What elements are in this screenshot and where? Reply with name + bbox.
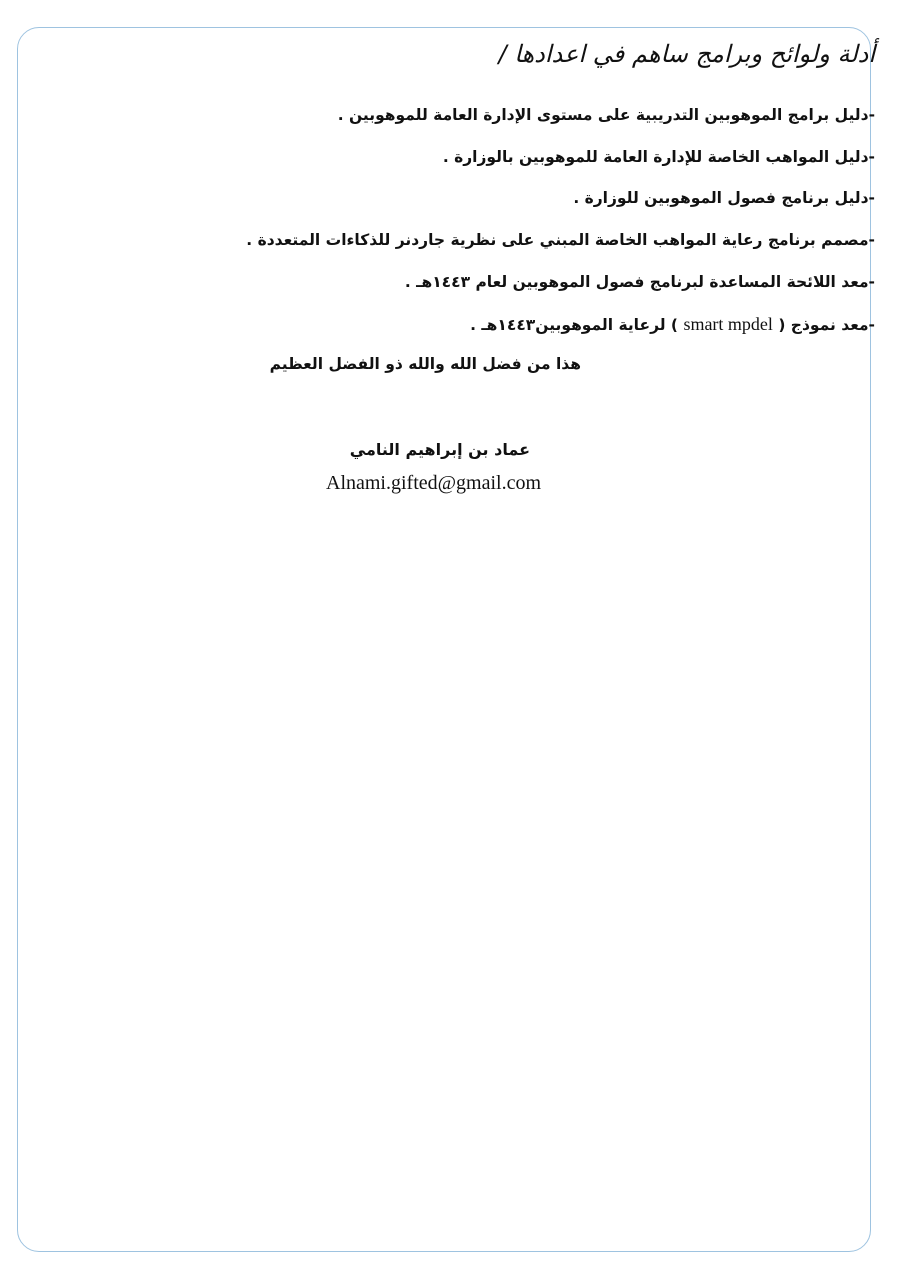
list-item: -دليل برامج الموهوبين التدريبية على مستوى الإدارة العامة للموهوبين . (337, 106, 875, 124)
list-item: -دليل برنامج فصول الموهوبين للوزارة . (573, 189, 875, 207)
section-heading: أدلة ولوائح وبرامج ساهم في اعدادها / (498, 40, 875, 68)
list-item: -دليل المواهب الخاصة للإدارة العامة للموهوبين بالوزارة . (442, 148, 875, 166)
author-email: Alnami.gifted@gmail.com (326, 472, 542, 494)
document-page (17, 27, 871, 1252)
model-item-term: smart mpdel (683, 314, 773, 334)
list-item-model (470, 314, 875, 335)
list-item: -معد اللائحة المساعدة لبرنامج فصول الموهوبين لعام ١٤٤٣هـ . (404, 273, 875, 291)
list-item: -مصمم برنامج رعاية المواهب الخاصة المبني على نظرية جاردنر للذكاءات المتعددة . (246, 231, 875, 249)
model-item-prefix: -معد نموذج ( (778, 316, 875, 334)
author-name: عماد بن إبراهيم النامي (349, 440, 530, 459)
model-item-suffix: ) لرعاية الموهوبين١٤٤٣هـ . (470, 316, 679, 334)
closing-line: هذا من فضل الله والله ذو الفضل العظيم (269, 355, 581, 373)
